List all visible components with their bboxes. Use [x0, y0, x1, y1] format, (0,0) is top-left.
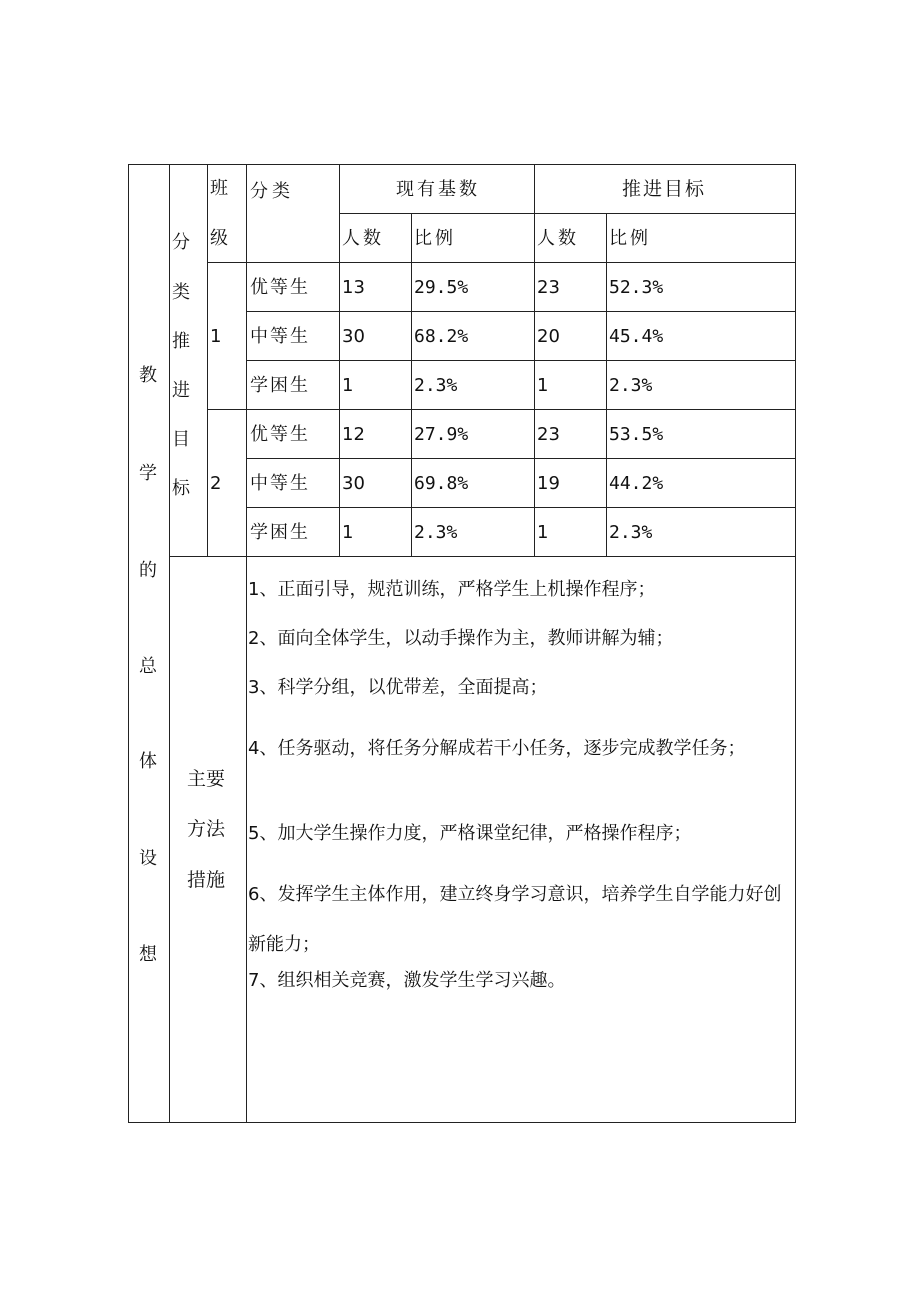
method-item: 7、组织相关竞赛，激发学生学习兴趣。: [248, 970, 566, 991]
col-divider: [411, 213, 412, 556]
class-header-char: 级: [210, 228, 228, 249]
method-item: 4、任务驱动，将任务分解成若干小任务，逐步完成教学任务；: [248, 738, 746, 759]
current-ratio-cell: 29.5%: [414, 277, 469, 298]
target-count-cell: 1: [537, 375, 549, 396]
col-divider: [339, 164, 340, 556]
group-label-char: 推: [172, 331, 190, 352]
category-header: 分类: [250, 181, 294, 202]
current-count-cell: 30: [342, 473, 365, 494]
method-item: 1、正面引导，规范训练，严格学生上机操作程序；: [248, 579, 656, 600]
current-count-cell: 1: [342, 375, 354, 396]
row-divider: [246, 507, 796, 508]
row-divider: [246, 458, 796, 459]
group-label-char: 分: [172, 232, 190, 253]
current-ratio-cell: 68.2%: [414, 326, 469, 347]
current-ratio-cell: 2.3%: [414, 375, 458, 396]
row-divider: [169, 556, 796, 557]
table-border-bottom: [128, 1122, 796, 1123]
method-item: 6、发挥学生主体作用，建立终身学习意识，培养学生自学能力好创新能力；: [248, 884, 782, 955]
target-count-header: 人数: [537, 228, 579, 249]
header-divider: [339, 213, 796, 214]
category-cell: 优等生: [250, 424, 310, 445]
target-count-cell: 1: [537, 522, 549, 543]
target-header: 推进目标: [622, 178, 707, 200]
target-count-cell: 23: [537, 277, 560, 298]
row-divider: [207, 262, 796, 263]
table-border-top: [128, 164, 796, 165]
target-ratio-cell: 2.3%: [609, 522, 653, 543]
row-divider: [246, 311, 796, 312]
col-divider: [534, 164, 535, 556]
category-cell: 中等生: [250, 326, 310, 347]
col-divider: [169, 164, 170, 1123]
target-count-cell: 20: [537, 326, 560, 347]
col-divider: [207, 164, 208, 556]
class-header-char: 班: [210, 178, 228, 199]
group-label-char: 目: [172, 429, 190, 450]
group-label-char: 标: [172, 478, 190, 499]
class-number: 1: [210, 326, 222, 347]
side-label-char: 教: [139, 365, 157, 386]
category-cell: 学困生: [250, 522, 310, 543]
current-count-cell: 30: [342, 326, 365, 347]
target-ratio-cell: 44.2%: [609, 473, 664, 494]
methods-label-line: 方法: [187, 818, 226, 840]
target-ratio-cell: 52.3%: [609, 277, 664, 298]
group-label-char: 进: [172, 380, 190, 401]
category-cell: 优等生: [250, 277, 310, 298]
current-count-cell: 13: [342, 277, 365, 298]
method-item: 5、加大学生操作力度，严格课堂纪律，严格操作程序；: [248, 823, 692, 844]
side-label-char: 总: [139, 656, 157, 677]
method-item: 3、科学分组，以优带差，全面提高；: [248, 677, 548, 698]
col-divider: [606, 213, 607, 556]
current-count-cell: 1: [342, 522, 354, 543]
class-number: 2: [210, 473, 222, 494]
target-count-cell: 23: [537, 424, 560, 445]
methods-label-line: 主要: [187, 768, 226, 790]
target-ratio-cell: 45.4%: [609, 326, 664, 347]
side-label-char: 想: [139, 944, 157, 965]
row-divider: [207, 409, 796, 410]
target-ratio-cell: 2.3%: [609, 375, 653, 396]
current-count-cell: 12: [342, 424, 365, 445]
side-label-char: 体: [139, 751, 157, 772]
current-ratio-cell: 27.9%: [414, 424, 469, 445]
current-ratio-header: 比例: [414, 228, 456, 249]
side-label-char: 的: [139, 560, 157, 581]
side-label-char: 学: [139, 463, 157, 484]
target-ratio-header: 比例: [609, 228, 651, 249]
row-divider: [246, 360, 796, 361]
methods-label-line: 措施: [187, 869, 226, 891]
category-cell: 学困生: [250, 375, 310, 396]
table-border-right: [795, 164, 796, 1123]
current-ratio-cell: 2.3%: [414, 522, 458, 543]
side-label-char: 设: [139, 848, 157, 869]
current-base-header: 现有基数: [396, 179, 480, 200]
group-label-char: 类: [172, 282, 190, 303]
method-item: 2、面向全体学生，以动手操作为主，教师讲解为辅；: [248, 628, 674, 649]
target-count-cell: 19: [537, 473, 560, 494]
current-ratio-cell: 69.8%: [414, 473, 469, 494]
target-ratio-cell: 53.5%: [609, 424, 664, 445]
table-border-left: [128, 164, 129, 1123]
category-cell: 中等生: [250, 473, 310, 494]
current-count-header: 人数: [342, 228, 384, 249]
col-divider: [246, 164, 247, 1123]
